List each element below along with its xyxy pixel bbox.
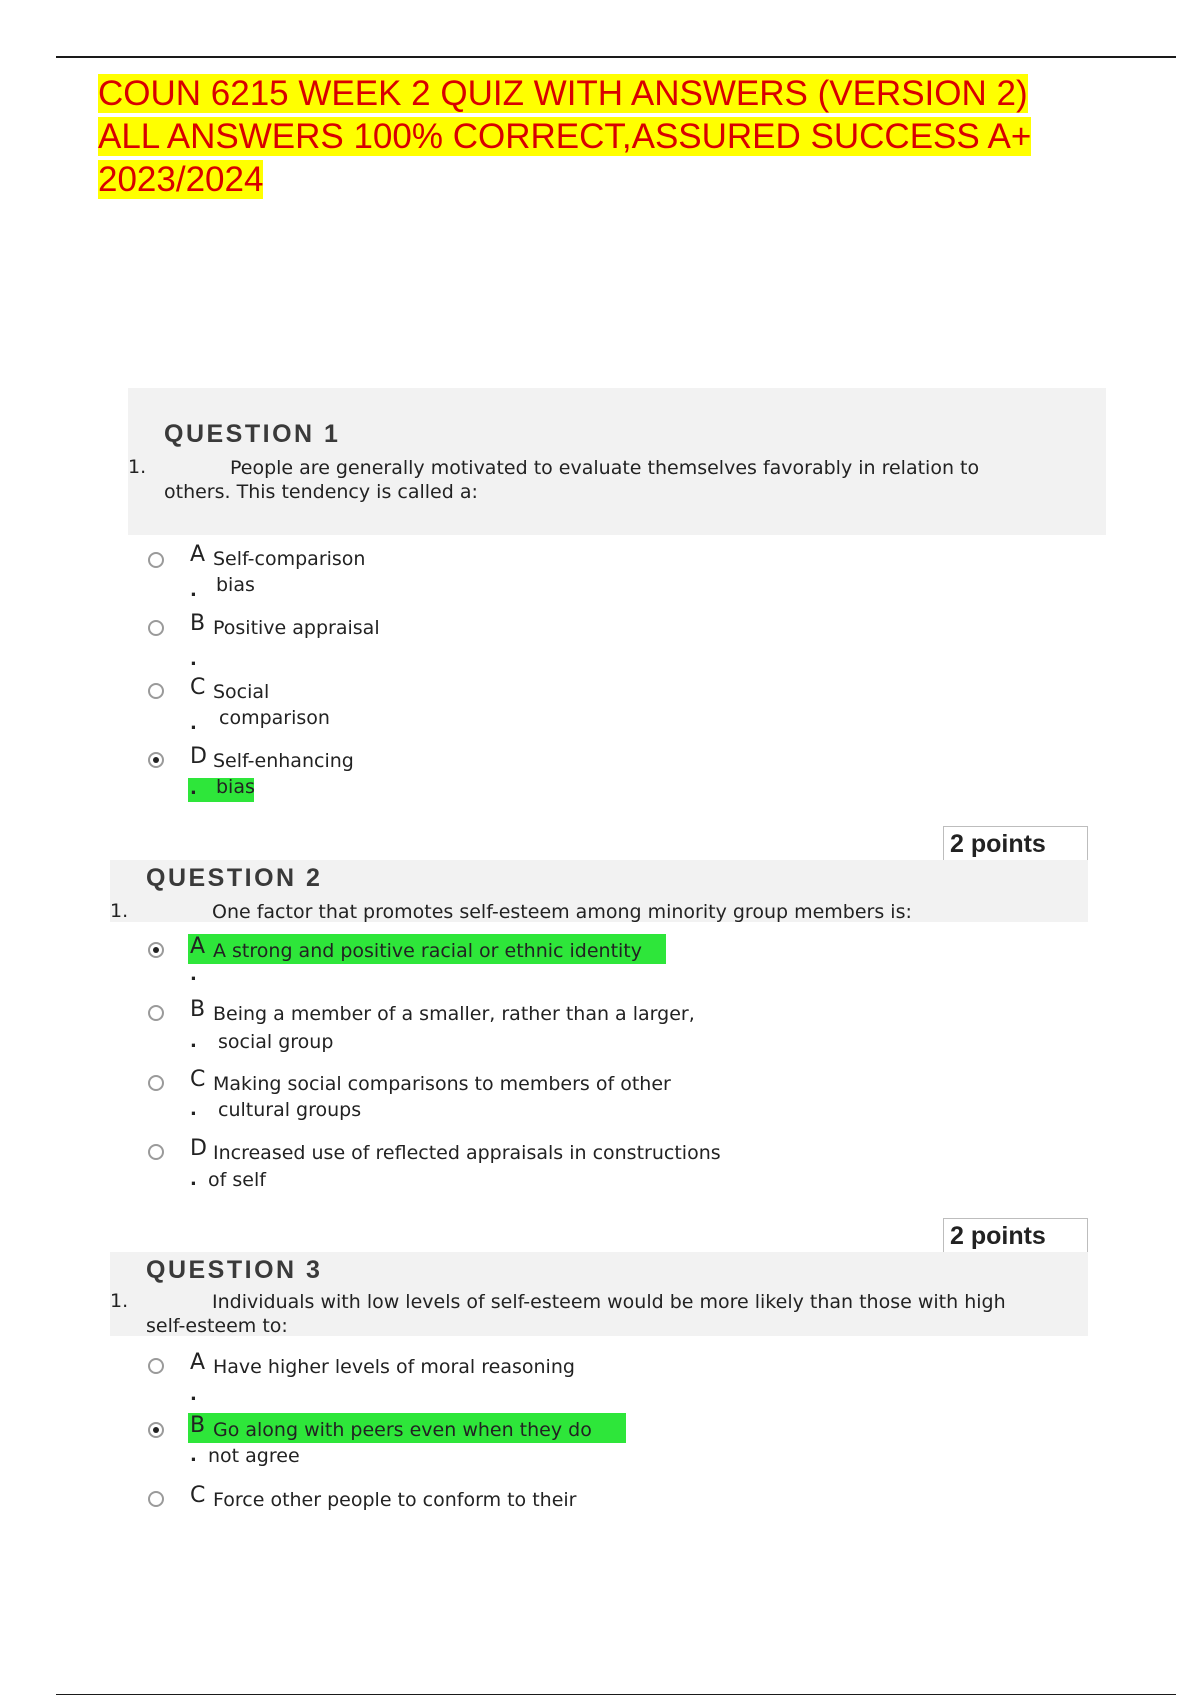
question-3-text: Individuals with low levels of self-esteem would be more likely than those with high self-esteem to: bbox=[146, 1291, 1006, 1337]
points-badge: 2 points bbox=[943, 826, 1088, 863]
question-1-heading: QUESTION 1 bbox=[164, 420, 341, 448]
radio-dot bbox=[153, 757, 159, 763]
option-marker: . bbox=[190, 649, 197, 670]
option-text: Self-comparison bbox=[213, 548, 366, 570]
option-text-cont: of self bbox=[208, 1169, 266, 1191]
option-letter: D bbox=[190, 744, 207, 769]
option-text: Have higher levels of moral reasoning bbox=[213, 1356, 575, 1378]
option-marker: . bbox=[190, 1445, 197, 1466]
option-text-cont: comparison bbox=[219, 707, 330, 729]
radio-button-selected[interactable] bbox=[148, 752, 164, 768]
radio-button[interactable] bbox=[148, 1005, 164, 1021]
radio-dot bbox=[153, 947, 159, 953]
option-text: Self-enhancing bbox=[213, 750, 354, 772]
option-text-cont: not agree bbox=[208, 1445, 300, 1467]
option-text-cont: social group bbox=[218, 1031, 334, 1053]
q2-option-d[interactable] bbox=[0, 1136, 1200, 1216]
option-marker: . bbox=[190, 580, 197, 601]
radio-button[interactable] bbox=[148, 1144, 164, 1160]
radio-dot bbox=[153, 1427, 159, 1433]
top-rule bbox=[56, 56, 1176, 58]
radio-button[interactable] bbox=[148, 1358, 164, 1374]
option-text: A strong and positive racial or ethnic identity bbox=[213, 940, 642, 962]
option-marker: . bbox=[190, 778, 197, 799]
q2-option-b[interactable] bbox=[0, 997, 1200, 1077]
option-marker: . bbox=[190, 1384, 197, 1405]
option-letter: A bbox=[190, 542, 206, 567]
option-text: Making social comparisons to members of other bbox=[213, 1073, 671, 1095]
radio-button-selected[interactable] bbox=[148, 942, 164, 958]
option-text: Positive appraisal bbox=[213, 617, 380, 639]
radio-button[interactable] bbox=[148, 683, 164, 699]
question-3-heading: QUESTION 3 bbox=[146, 1256, 323, 1284]
option-text: Being a member of a smaller, rather than a larger, bbox=[213, 1003, 695, 1025]
bottom-rule bbox=[56, 1694, 1176, 1695]
option-letter: B bbox=[190, 1413, 206, 1438]
option-marker: . bbox=[190, 1169, 197, 1190]
points-badge: 2 points bbox=[943, 1218, 1088, 1255]
option-text: Increased use of reflected appraisals in constructions bbox=[213, 1142, 721, 1164]
question-3-number: 1. bbox=[110, 1290, 129, 1312]
option-letter: C bbox=[190, 1483, 206, 1508]
radio-button[interactable] bbox=[148, 1075, 164, 1091]
question-1-number: 1. bbox=[128, 456, 147, 478]
option-letter: C bbox=[190, 1067, 206, 1092]
option-text: Force other people to conform to their bbox=[213, 1489, 577, 1511]
option-text: Social bbox=[213, 681, 270, 703]
option-text-cont: cultural groups bbox=[218, 1099, 362, 1121]
option-marker: . bbox=[190, 964, 197, 985]
option-text: Go along with peers even when they do bbox=[213, 1419, 592, 1441]
option-text-cont: bias bbox=[216, 574, 255, 596]
question-2-text: One factor that promotes self-esteem among minority group members is: bbox=[212, 901, 912, 923]
option-marker: . bbox=[190, 1099, 197, 1120]
option-letter: B bbox=[190, 611, 206, 636]
radio-button[interactable] bbox=[148, 552, 164, 568]
option-marker: . bbox=[190, 1031, 197, 1052]
option-marker: . bbox=[190, 713, 197, 734]
option-letter: A bbox=[190, 1350, 206, 1375]
document-title: COUN 6215 WEEK 2 QUIZ WITH ANSWERS (VERSION 2) ALL ANSWERS 100% CORRECT,ASSURED SUCCESS A+ 2023/2024 bbox=[98, 74, 1032, 199]
option-letter: D bbox=[190, 1136, 207, 1161]
option-text-cont: bias bbox=[216, 776, 255, 798]
radio-button-selected[interactable] bbox=[148, 1422, 164, 1438]
question-2-heading: QUESTION 2 bbox=[146, 864, 323, 892]
option-letter: A bbox=[190, 934, 206, 959]
question-1-text: People are generally motivated to evaluate themselves favorably in relation to others. This tendency is called a: bbox=[164, 457, 980, 503]
q1-option-c[interactable] bbox=[0, 673, 1200, 753]
radio-button[interactable] bbox=[148, 620, 164, 636]
question-2-number: 1. bbox=[110, 900, 129, 922]
radio-button[interactable] bbox=[148, 1491, 164, 1507]
q1-option-a[interactable] bbox=[0, 540, 1200, 620]
option-letter: C bbox=[190, 675, 206, 700]
q2-option-c[interactable] bbox=[0, 1067, 1200, 1147]
option-letter: B bbox=[190, 997, 206, 1022]
q1-option-d[interactable] bbox=[0, 742, 1200, 822]
q3-option-c[interactable] bbox=[0, 1483, 1200, 1563]
q3-option-b[interactable] bbox=[0, 1413, 1200, 1493]
